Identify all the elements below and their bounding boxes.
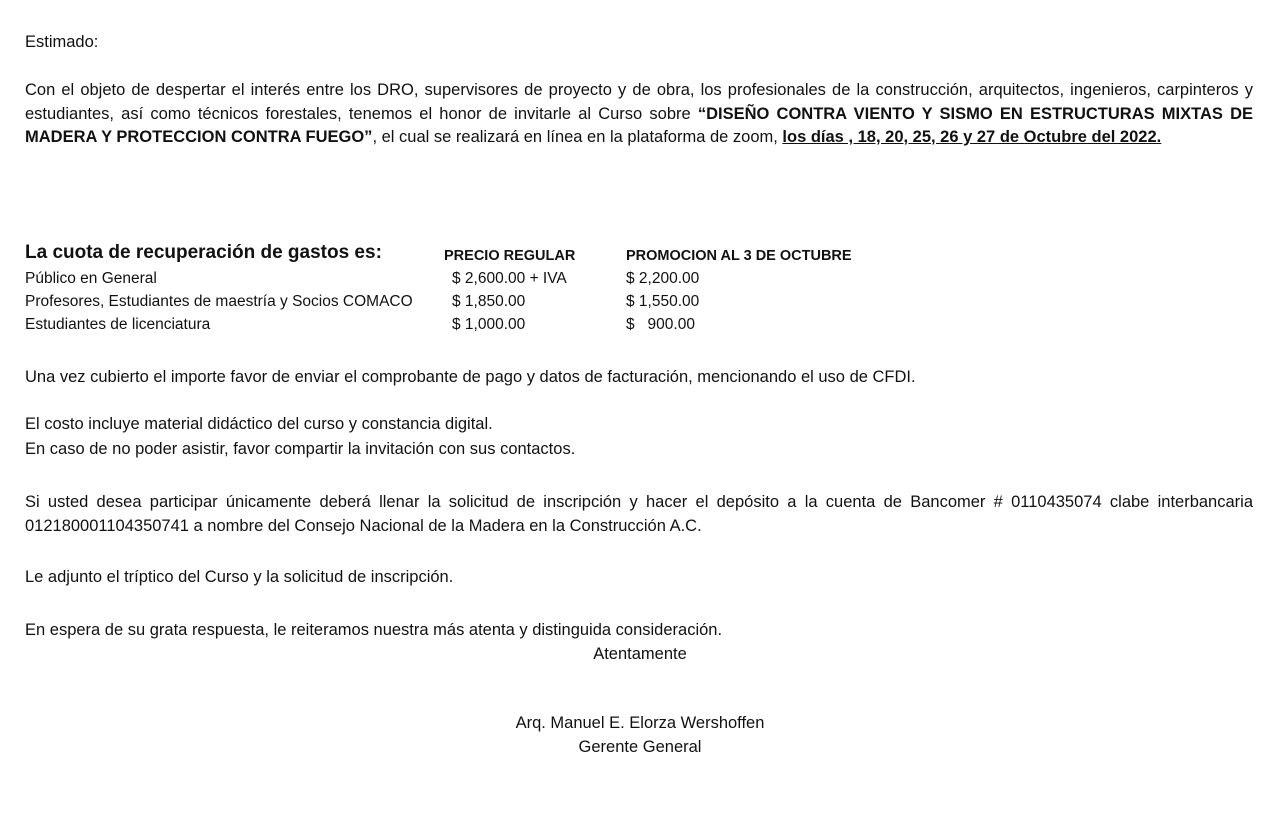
fee-regular: $ 2,600.00 + IVA [452, 270, 567, 287]
course-dates: los días , 18, 20, 25, 26 y 27 de Octubre del 2022. [782, 128, 1162, 146]
fee-regular: $ 1,000.00 [452, 316, 526, 333]
payment-note: Una vez cubierto el importe favor de enviar el comprobante de pago y datos de facturación, mencionando el uso de CFDI. [25, 368, 916, 386]
share-note: En caso de no poder asistir, favor compartir la invitación con sus contactos. [25, 440, 576, 458]
fees-title: La cuota de recuperación de gastos es: [25, 242, 382, 263]
intro-text-middle: , el cual se realizará en línea en la plataforma de zoom, [372, 128, 783, 146]
fee-promo: $ 900.00 [626, 316, 695, 333]
sign-off: Atentamente [593, 645, 687, 663]
fee-label: Profesores, Estudiantes de maestría y Socios COMACO [25, 293, 413, 310]
closing-line: En espera de su grata respuesta, le reiteramos nuestra más atenta y distinguida consideración. [25, 621, 723, 639]
fee-label: Estudiantes de licenciatura [25, 316, 211, 333]
includes-note: El costo incluye material didáctico del curso y constancia digital. [25, 415, 493, 433]
intro-paragraph [25, 79, 1253, 150]
fee-promo: $ 1,550.00 [626, 293, 700, 310]
signer-title: Gerente General [578, 738, 702, 756]
fee-label: Público en General [25, 270, 157, 287]
registration-paragraph: Si usted desea participar únicamente deberá llenar la solicitud de inscripción y hacer el depósito a la cuenta de Bancomer # 0110435074 clabe interbancaria 012180001104350741 a nombre del Consejo Nacional de la Madera en la Construcción A.C. [25, 493, 1253, 535]
attachment-note: Le adjunto el tríptico del Curso y la solicitud de inscripción. [25, 568, 454, 586]
fee-regular: $ 1,850.00 [452, 293, 526, 310]
fee-promo: $ 2,200.00 [626, 270, 700, 287]
intro-text: Con el objeto de despertar el interés entre los DRO, supervisores de proyecto y de obra, los profesionales de la construcción, arquitectos, ingenieros, carpinteros y estudiantes, así como técnicos forestales, tenemos el honor de invitarle al Curso sobre [25, 81, 1253, 123]
header-regular-price: PRECIO REGULAR [444, 248, 576, 264]
signer-name: Arq. Manuel E. Elorza Wershoffen [515, 714, 765, 732]
course-title: “DISEÑO CONTRA VIENTO Y SISMO EN ESTRUCTURAS MIXTAS DE MADERA Y PROTECCION CONTRA FUEGO” [25, 104, 1253, 146]
header-promo-price: PROMOCION AL 3 DE OCTUBRE [626, 248, 852, 264]
greeting: Estimado: [25, 33, 99, 51]
